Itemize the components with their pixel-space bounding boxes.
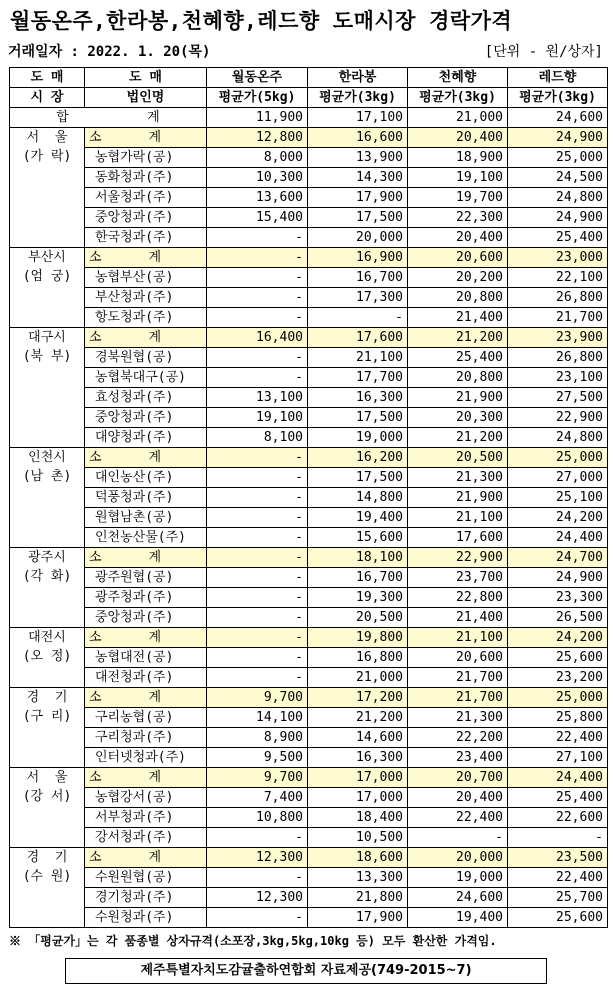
table-row [10,668,608,688]
price-cell: 23,000 [508,248,608,268]
unit-label: [단위 - 원/상자] [484,44,603,60]
subtotal-label: 소 계 [85,448,207,468]
table-row [10,388,608,408]
market-name-line: (구 리) [22,709,72,724]
subtotal-row [10,628,608,648]
table-row [10,868,608,888]
price-cell: 21,700 [508,308,608,328]
price-cell: 19,000 [308,428,408,448]
subtotal-label: 소 계 [85,628,207,648]
price-cell: 8,100 [207,428,308,448]
price-cell: 16,400 [207,328,308,348]
price-cell: 21,100 [308,348,408,368]
total-value: 17,100 [308,108,408,128]
header-col-sub: 평균가(5kg) [207,88,308,108]
corp-name: 강서청과(주) [85,828,207,848]
market-name-line: 대전시 [28,630,66,645]
price-cell: 14,800 [308,488,408,508]
price-cell: 21,800 [308,888,408,908]
price-cell: 25,000 [508,148,608,168]
price-cell: 17,200 [308,688,408,708]
header-row-2 [10,88,608,108]
price-cell: - [207,648,308,668]
corp-name: 부산청과(주) [85,288,207,308]
market-name [10,448,85,548]
price-cell: 17,500 [308,208,408,228]
corp-name: 광주청과(주) [85,588,207,608]
price-cell: 16,300 [308,388,408,408]
total-label: 합 계 [10,108,207,128]
table-row [10,608,608,628]
table-row [10,568,608,588]
corp-name: 농협부산(공) [85,268,207,288]
table-row [10,408,608,428]
trade-date: 거래일자 : 2022. 1. 20(목) [8,44,211,60]
source-credit: 제주특별자치도감귤출하연합회 자료제공(749-2015~7) [65,958,547,984]
price-cell: 17,900 [308,908,408,928]
price-cell: 21,300 [408,708,508,728]
price-cell: 25,800 [508,708,608,728]
price-cell: 26,800 [508,288,608,308]
table-row [10,908,608,928]
price-cell: 9,500 [207,748,308,768]
price-cell: 19,700 [408,188,508,208]
price-cell: 10,300 [207,168,308,188]
corp-name: 대인농산(주) [85,468,207,488]
market-name [10,688,85,768]
price-cell: 13,300 [308,868,408,888]
corp-name: 인터넷청과(주) [85,748,207,768]
corp-name: 수원원협(공) [85,868,207,888]
price-cell: 13,900 [308,148,408,168]
price-cell: 21,100 [408,628,508,648]
market-name-line: (수 원) [22,869,72,884]
subtotal-row [10,448,608,468]
header-col-name: 천혜향 [408,68,508,88]
price-cell: 23,900 [508,328,608,348]
corp-name: 서부청과(주) [85,808,207,828]
market-name-line: (오 정) [22,649,72,664]
price-cell: 17,500 [308,408,408,428]
price-cell: 20,200 [408,268,508,288]
price-cell: 16,200 [308,448,408,468]
price-cell: - [207,348,308,368]
price-cell: - [207,468,308,488]
price-cell: 21,300 [408,468,508,488]
price-cell: 17,600 [308,328,408,348]
price-cell: - [207,908,308,928]
price-cell: 20,500 [408,448,508,468]
price-cell: 21,200 [408,328,508,348]
price-cell: 17,000 [308,788,408,808]
corp-name: 동화청과(주) [85,168,207,188]
table-row [10,268,608,288]
price-cell: 20,400 [408,128,508,148]
subtotal-label: 소 계 [85,768,207,788]
price-cell: 17,300 [308,288,408,308]
header-row-1 [10,68,608,88]
subtotal-row [10,848,608,868]
market-name-line: (엄 궁) [22,269,72,284]
price-cell: 25,000 [508,448,608,468]
price-cell: 8,000 [207,148,308,168]
market-name [10,328,85,448]
table-row [10,828,608,848]
price-cell: 23,300 [508,588,608,608]
market-name-line: 경 기 [26,690,68,705]
table-row [10,748,608,768]
total-row [10,108,608,128]
header-market-2: 시 장 [10,88,85,108]
market-name-line: 광주시 [28,550,66,565]
subtotal-row [10,128,608,148]
table-row [10,708,608,728]
table-row [10,348,608,368]
subtotal-label: 소 계 [85,328,207,348]
price-cell: - [207,448,308,468]
price-cell: 10,500 [308,828,408,848]
price-cell: 22,300 [408,208,508,228]
price-cell: 27,000 [508,468,608,488]
price-cell: 24,500 [508,168,608,188]
price-cell: 21,400 [408,608,508,628]
price-cell: 14,600 [308,728,408,748]
market-name-line: (강 서) [22,789,72,804]
price-cell: 24,200 [508,508,608,528]
market-name-line: (남 촌) [22,469,72,484]
table-row [10,648,608,668]
price-cell: 25,600 [508,648,608,668]
price-cell: 24,400 [508,768,608,788]
table-row [10,808,608,828]
price-cell: 27,500 [508,388,608,408]
price-cell: - [207,288,308,308]
price-cell: 17,700 [308,368,408,388]
price-cell: 20,400 [408,788,508,808]
price-cell: 15,600 [308,528,408,548]
subtotal-row [10,248,608,268]
price-cell: 17,600 [408,528,508,548]
price-cell: 19,100 [207,408,308,428]
price-cell: 18,900 [408,148,508,168]
price-cell: 25,100 [508,488,608,508]
market-name [10,548,85,628]
price-cell: 19,000 [408,868,508,888]
price-cell: 22,800 [408,588,508,608]
price-cell: 16,700 [308,568,408,588]
price-cell: 20,800 [408,288,508,308]
market-name-line: 대구시 [28,330,66,345]
price-cell: 10,800 [207,808,308,828]
price-cell: 17,000 [308,768,408,788]
price-cell: 23,200 [508,668,608,688]
price-cell: 25,700 [508,888,608,908]
subtotal-label: 소 계 [85,848,207,868]
subtotal-label: 소 계 [85,248,207,268]
price-cell: 15,400 [207,208,308,228]
price-cell: 9,700 [207,768,308,788]
header-col-sub: 평균가(3kg) [508,88,608,108]
corp-name: 대전청과(주) [85,668,207,688]
price-cell: 24,900 [508,568,608,588]
table-row [10,148,608,168]
price-cell: 19,400 [408,908,508,928]
price-cell: 22,600 [508,808,608,828]
price-cell: 20,300 [408,408,508,428]
corp-name: 인천농산물(주) [85,528,207,548]
price-cell: - [207,608,308,628]
table-row [10,508,608,528]
table-row [10,228,608,248]
table-row [10,288,608,308]
corp-name: 중앙청과(주) [85,208,207,228]
price-cell: 16,300 [308,748,408,768]
price-cell: 25,600 [508,908,608,928]
price-cell: - [207,248,308,268]
corp-name: 효성청과(주) [85,388,207,408]
corp-name: 중앙청과(주) [85,608,207,628]
price-cell: 23,100 [508,368,608,388]
price-table [9,67,608,928]
price-cell: 18,600 [308,848,408,868]
market-name-line: (북 부) [22,349,72,364]
price-cell: - [207,508,308,528]
header-col-name: 레드향 [508,68,608,88]
price-cell: 17,900 [308,188,408,208]
price-cell: 9,700 [207,688,308,708]
price-cell: 24,900 [508,128,608,148]
price-cell: 19,800 [308,628,408,648]
price-cell: - [207,628,308,648]
price-cell: 20,000 [408,848,508,868]
price-cell: - [207,488,308,508]
price-cell: 24,800 [508,188,608,208]
market-name-line: 서 울 [26,770,68,785]
price-cell: 16,800 [308,648,408,668]
corp-name: 농협북대구(공) [85,368,207,388]
price-cell: 19,300 [308,588,408,608]
price-cell: 21,000 [308,668,408,688]
corp-name: 한국청과(주) [85,228,207,248]
table-row [10,788,608,808]
table-row [10,468,608,488]
subtotal-row [10,548,608,568]
table-row [10,208,608,228]
price-cell: 12,300 [207,848,308,868]
price-cell: 16,600 [308,128,408,148]
price-cell: 22,100 [508,268,608,288]
price-cell: 26,500 [508,608,608,628]
corp-name: 대양청과(주) [85,428,207,448]
price-cell: 19,100 [408,168,508,188]
price-cell: - [207,668,308,688]
price-cell: - [207,528,308,548]
header-col-sub: 평균가(3kg) [308,88,408,108]
price-cell: 20,000 [308,228,408,248]
table-row [10,728,608,748]
table-row [10,428,608,448]
price-cell: 13,600 [207,188,308,208]
price-cell: 23,400 [408,748,508,768]
table-row [10,188,608,208]
price-cell: 21,100 [408,508,508,528]
price-cell: 8,900 [207,728,308,748]
price-cell: - [207,268,308,288]
price-cell: 21,900 [408,388,508,408]
market-name [10,848,85,928]
header-col-name: 한라봉 [308,68,408,88]
footnote: ※ 「평균가」는 각 품종별 상자규격(소포장,3kg,5kg,10kg 등) 모두 환산한 가격임. [9,934,497,948]
price-cell: 21,400 [408,308,508,328]
corp-name: 광주원협(공) [85,568,207,588]
corp-name: 구리농협(공) [85,708,207,728]
corp-name: 구리청과(주) [85,728,207,748]
corp-name: 원협남촌(공) [85,508,207,528]
price-cell: - [207,568,308,588]
price-cell: 24,800 [508,428,608,448]
price-cell: 22,400 [508,728,608,748]
market-name-line: 부산시 [28,250,66,265]
price-cell: 18,400 [308,808,408,828]
table-row [10,488,608,508]
page-title: 월동온주,한라봉,천혜향,레드향 도매시장 경락가격 [10,9,513,33]
price-cell: 12,300 [207,888,308,908]
price-cell: 21,900 [408,488,508,508]
total-value: 21,000 [408,108,508,128]
subtotal-row [10,688,608,708]
price-cell: 21,700 [408,688,508,708]
price-cell: - [207,308,308,328]
corp-name: 중앙청과(주) [85,408,207,428]
price-cell: 22,900 [408,548,508,568]
table-row [10,368,608,388]
price-cell: 24,700 [508,548,608,568]
price-cell: 22,400 [508,868,608,888]
price-cell: 16,700 [308,268,408,288]
table-row [10,308,608,328]
price-cell: 25,400 [408,348,508,368]
price-cell: 20,600 [408,248,508,268]
header-col-name: 월동온주 [207,68,308,88]
subtotal-label: 소 계 [85,128,207,148]
market-name [10,768,85,848]
price-cell: 25,400 [508,228,608,248]
price-cell: 21,200 [408,428,508,448]
price-cell: - [308,308,408,328]
price-cell: - [508,828,608,848]
price-cell: 22,900 [508,408,608,428]
price-cell: 7,400 [207,788,308,808]
market-name-line: (가 락) [22,149,72,164]
price-cell: - [207,828,308,848]
price-cell: - [207,228,308,248]
price-cell: 27,100 [508,748,608,768]
price-cell: - [207,868,308,888]
price-cell: 25,400 [508,788,608,808]
price-cell: 18,100 [308,548,408,568]
price-cell: 25,000 [508,688,608,708]
corp-name: 농협강서(공) [85,788,207,808]
price-cell: 24,200 [508,628,608,648]
header-corp-2: 법인명 [85,88,207,108]
price-cell: 16,900 [308,248,408,268]
price-cell: 24,600 [408,888,508,908]
header-col-sub: 평균가(3kg) [408,88,508,108]
price-cell: 14,300 [308,168,408,188]
price-cell: 21,700 [408,668,508,688]
corp-name: 농협가락(공) [85,148,207,168]
price-cell: 20,600 [408,648,508,668]
market-name [10,248,85,328]
price-cell: 14,100 [207,708,308,728]
market-name-line: 서 울 [26,130,68,145]
market-name [10,628,85,688]
price-cell: 19,400 [308,508,408,528]
subtotal-label: 소 계 [85,688,207,708]
market-name-line: (각 화) [22,569,72,584]
subtotal-row [10,768,608,788]
price-cell: 20,700 [408,768,508,788]
price-cell: 20,500 [308,608,408,628]
table-row [10,888,608,908]
corp-name: 서울청과(주) [85,188,207,208]
price-cell: 22,400 [408,808,508,828]
price-cell: 12,800 [207,128,308,148]
price-cell: 24,900 [508,208,608,228]
total-value: 24,600 [508,108,608,128]
corp-name: 경북원협(공) [85,348,207,368]
table-row [10,588,608,608]
price-cell: 23,700 [408,568,508,588]
price-cell: 20,400 [408,228,508,248]
price-cell: - [207,588,308,608]
corp-name: 덕풍청과(주) [85,488,207,508]
market-name [10,128,85,248]
table-row [10,528,608,548]
table-row [10,168,608,188]
total-value: 11,900 [207,108,308,128]
corp-name: 항도청과(주) [85,308,207,328]
price-cell: 17,500 [308,468,408,488]
corp-name: 농협대전(공) [85,648,207,668]
price-cell: 22,200 [408,728,508,748]
price-cell: 21,200 [308,708,408,728]
price-cell: 24,400 [508,528,608,548]
price-cell: 20,800 [408,368,508,388]
price-cell: 23,500 [508,848,608,868]
price-cell: - [408,828,508,848]
price-cell: 13,100 [207,388,308,408]
subtotal-label: 소 계 [85,548,207,568]
price-cell: 26,800 [508,348,608,368]
price-cell: - [207,548,308,568]
header-market-1: 도 매 [10,68,85,88]
subtotal-row [10,328,608,348]
header-corp-1: 도 매 [85,68,207,88]
price-cell: - [207,368,308,388]
market-name-line: 경 기 [26,850,68,865]
corp-name: 수원청과(주) [85,908,207,928]
market-name-line: 인천시 [28,450,66,465]
corp-name: 경기청과(주) [85,888,207,908]
